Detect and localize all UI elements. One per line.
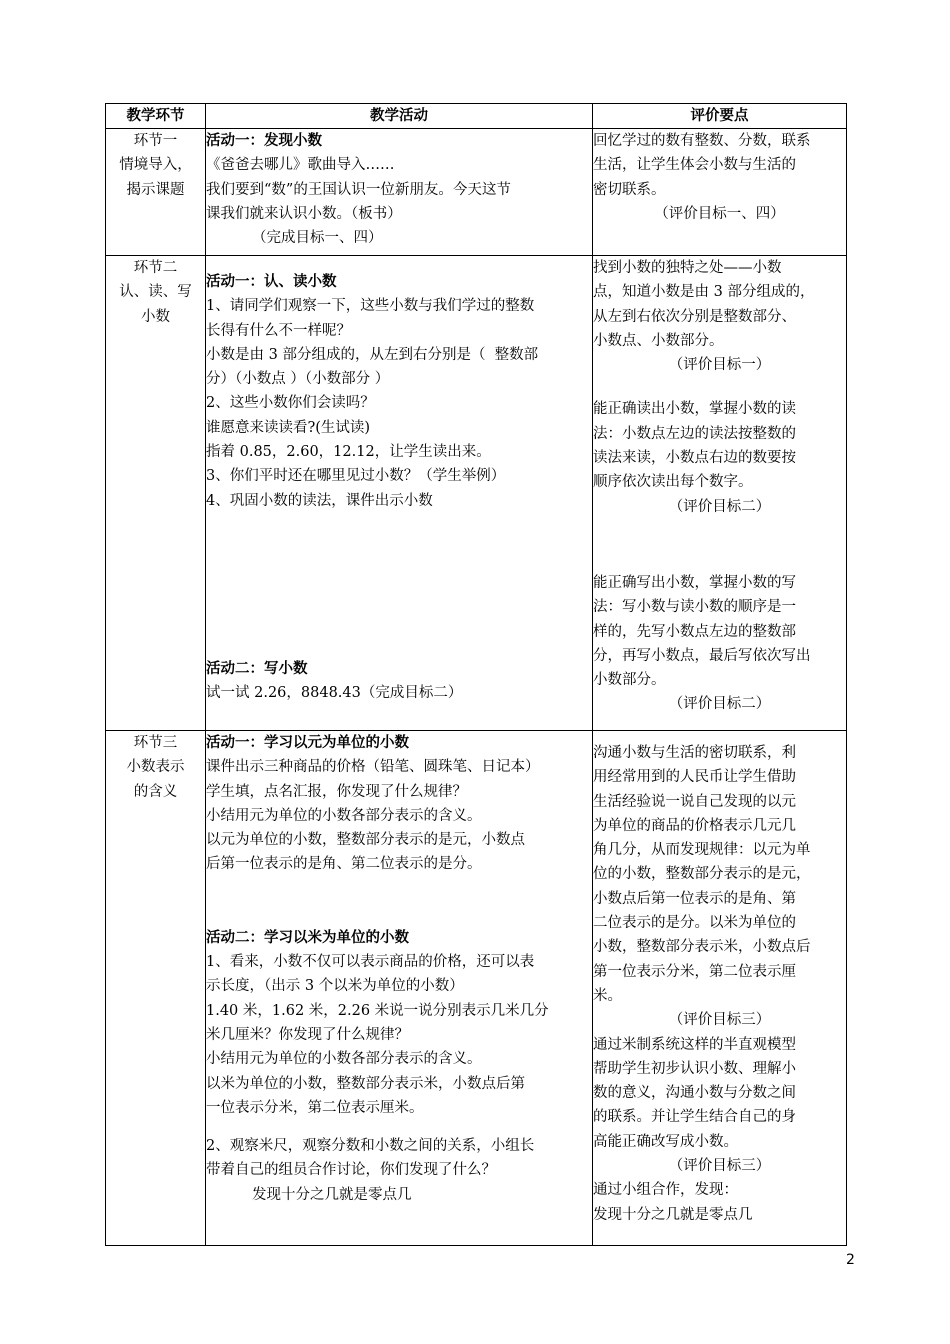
activity-line: 小结用元为单位的小数各部分表示的含义。 <box>206 1051 482 1068</box>
table-row <box>106 256 847 731</box>
activity-line: 小结用元为单位的小数各部分表示的含义。 <box>206 807 482 824</box>
activity-line: 2、观察米尺，观察分数和小数之间的关系，小组长 <box>206 1138 535 1155</box>
spacer <box>206 1120 592 1134</box>
activity-line: 课我们就来认识小数。（板书） <box>206 205 402 222</box>
evaluation-line: （评价目标三） <box>668 1158 771 1175</box>
activity-cell <box>206 129 593 256</box>
evaluation-cell <box>593 129 847 256</box>
lesson-plan-table <box>105 103 847 1246</box>
header-activity: 教学活动 <box>206 104 593 129</box>
spacer <box>593 377 846 397</box>
activity-line: 后第一位表示的是角、第二位表示的是分。 <box>206 856 482 873</box>
activity-line: 示长度，（出示 3 个以米为单位的小数） <box>206 978 464 995</box>
activity-line: 我们要到“数”的王国认识一位新朋友。今天这节 <box>206 181 511 198</box>
evaluation-line: 位的小数，整数部分表示的是元， <box>593 866 811 883</box>
table-row <box>106 731 847 1246</box>
activity-line: 分）（小数点 ）（小数部分 ） <box>206 371 390 388</box>
evaluation-line: 数的意义，沟通小数与分数之间 <box>593 1085 796 1102</box>
evaluation-line: （评价目标二） <box>668 696 771 713</box>
evaluation-line: 高能正确改写成小数。 <box>593 1133 738 1150</box>
evaluation-line: 通过小组合作，发现： <box>593 1182 738 1199</box>
evaluation-cell <box>593 731 847 1246</box>
activity-heading: 活动二：写小数 <box>206 659 308 677</box>
activity-line: 一位表示分米，第二位表示厘米。 <box>206 1099 424 1116</box>
activity-line: 发现十分之几就是零点几 <box>252 1186 412 1203</box>
evaluation-line: （评价目标二） <box>668 498 771 515</box>
evaluation-line: 小数，整数部分表示米，小数点后 <box>593 939 811 956</box>
spacer <box>593 519 846 571</box>
stage-line: 小数表示 <box>126 759 185 776</box>
evaluation-cell <box>593 256 847 731</box>
evaluation-line: 样的，先写小数点左边的整数部 <box>593 623 796 640</box>
evaluation-line: 发现十分之几就是零点几 <box>593 1206 753 1223</box>
activity-line: 1、请同学们观察一下，这些小数与我们学过的整数 <box>206 298 535 315</box>
activity-line: 课件出示三种商品的价格（铅笔、圆珠笔、日记本） <box>206 759 540 776</box>
activity-cell <box>206 256 593 731</box>
stage-line: 环节二 <box>133 260 178 276</box>
activity-line: 《爸爸去哪儿》歌曲导入…… <box>206 157 395 174</box>
activity-line: 米几厘米？你发现了什么规律？ <box>206 1026 409 1043</box>
activity-line: 学生填，点名汇报，你发现了什么规律？ <box>206 783 467 800</box>
evaluation-line: 小数点、小数部分。 <box>593 332 724 349</box>
activity-line: 3、你们平时还在哪里见过小数？（学生举例） <box>206 468 506 485</box>
stage-line: 环节三 <box>133 735 178 751</box>
stage-line: 的含义 <box>133 783 178 800</box>
evaluation-line: 顺序依次读出每个数字。 <box>593 474 753 491</box>
activity-line: 以米为单位的小数，整数部分表示米，小数点后第 <box>206 1075 525 1092</box>
evaluation-line: 密切联系。 <box>593 181 666 198</box>
page-number: 2 <box>846 1252 855 1268</box>
evaluation-line: 法：写小数与读小数的顺序是一 <box>593 599 796 616</box>
activity-line: 带着自己的组员合作讨论，你们发现了什么？ <box>206 1162 496 1179</box>
evaluation-line: 的联系。并让学生结合自己的身 <box>593 1109 796 1126</box>
stage-line: 情境导入， <box>119 157 192 174</box>
evaluation-line: 沟通小数与生活的密切联系，利 <box>593 745 796 761</box>
spacer <box>206 877 592 926</box>
evaluation-line: 分，再写小数点，最后写依次写出 <box>593 647 811 664</box>
evaluation-line: 用经常用到的人民币让学生借助 <box>593 769 796 786</box>
activity-heading: 活动一：发现小数 <box>206 132 322 149</box>
stage-line: 环节一 <box>133 133 178 149</box>
activity-heading: 活动一：认、读小数 <box>206 273 337 290</box>
evaluation-line: 通过米制系统这样的半直观模型 <box>593 1036 796 1053</box>
activity-line: 1.40 米，1.62 米，2.26 米说一说分别表示几米几分 <box>206 1002 549 1019</box>
activity-line: 指着 0.85，2.60，12.12，让学生读出来。 <box>206 444 491 461</box>
activity-line: 小数是由 3 部分组成的，从左到右分别是（ 整数部 <box>206 346 539 363</box>
activity-line: 2、这些小数你们会读吗？ <box>206 395 375 412</box>
spacer <box>206 513 592 657</box>
evaluation-line: 小数点后第一位表示的是角、第 <box>593 890 796 907</box>
stage-cell <box>106 731 206 1246</box>
spacer <box>206 256 592 270</box>
activity-heading: 活动二：学习以米为单位的小数 <box>206 928 409 946</box>
evaluation-line: 米。 <box>593 987 622 1004</box>
evaluation-line: 第一位表示分米，第二位表示厘 <box>593 963 796 980</box>
evaluation-line: （评价目标一） <box>668 357 771 374</box>
evaluation-line: 能正确读出小数，掌握小数的读 <box>593 401 796 418</box>
activity-heading: 活动一：学习以元为单位的小数 <box>206 734 409 751</box>
activity-cell <box>206 731 593 1246</box>
evaluation-line: 找到小数的独特之处——小数 <box>593 260 782 276</box>
evaluation-line: （评价目标三） <box>668 1012 771 1029</box>
stage-line: 认、读、写 <box>119 284 192 301</box>
activity-line: 以元为单位的小数，整数部分表示的是元，小数点 <box>206 832 525 849</box>
header-evaluation: 评价要点 <box>593 104 847 129</box>
spacer <box>593 731 846 741</box>
stage-cell <box>106 129 206 256</box>
activity-line: 1、看来，小数不仅可以表示商品的价格，还可以表 <box>206 954 535 971</box>
stage-line: 小数 <box>141 308 170 325</box>
evaluation-line: 法：小数点左边的读法按整数的 <box>593 425 796 442</box>
evaluation-line: （评价目标一、四） <box>654 205 785 222</box>
evaluation-line: 从左到右依次分别是整数部分、 <box>593 308 796 325</box>
evaluation-line: 能正确写出小数，掌握小数的写 <box>593 574 796 591</box>
table-row <box>106 129 847 256</box>
evaluation-line: 小数部分。 <box>593 672 666 689</box>
evaluation-line: 为单位的商品的价格表示几元几 <box>593 817 796 834</box>
stage-cell <box>106 256 206 731</box>
activity-line: 4、巩固小数的读法，课件出示小数 <box>206 492 433 509</box>
activity-line: （完成目标一、四） <box>252 230 383 247</box>
evaluation-line: 生活，让学生体会小数与生活的 <box>593 157 796 174</box>
evaluation-line: 帮助学生初步认识小数、理解小 <box>593 1060 796 1077</box>
evaluation-line: 读法来读，小数点右边的数要按 <box>593 450 796 467</box>
evaluation-line: 点，知道小数是由 3 部分组成的， <box>593 284 815 301</box>
evaluation-line: 生活经验说一说自己发现的以元 <box>593 793 796 810</box>
stage-line: 揭示课题 <box>126 181 185 198</box>
activity-line: 长得有什么不一样呢？ <box>206 322 351 339</box>
evaluation-line: 回忆学过的数有整数、分数，联系 <box>593 133 811 149</box>
table-header-row <box>106 104 847 129</box>
activity-line: 试一试 2.26，8848.43（完成目标二） <box>206 685 463 702</box>
evaluation-line: 角几分，从而发现规律：以元为单 <box>593 842 811 859</box>
activity-line: 谁愿意来读读看?(生试读) <box>206 419 371 436</box>
evaluation-line: 二位表示的是分。以米为单位的 <box>593 915 796 932</box>
header-stage: 教学环节 <box>106 104 206 129</box>
